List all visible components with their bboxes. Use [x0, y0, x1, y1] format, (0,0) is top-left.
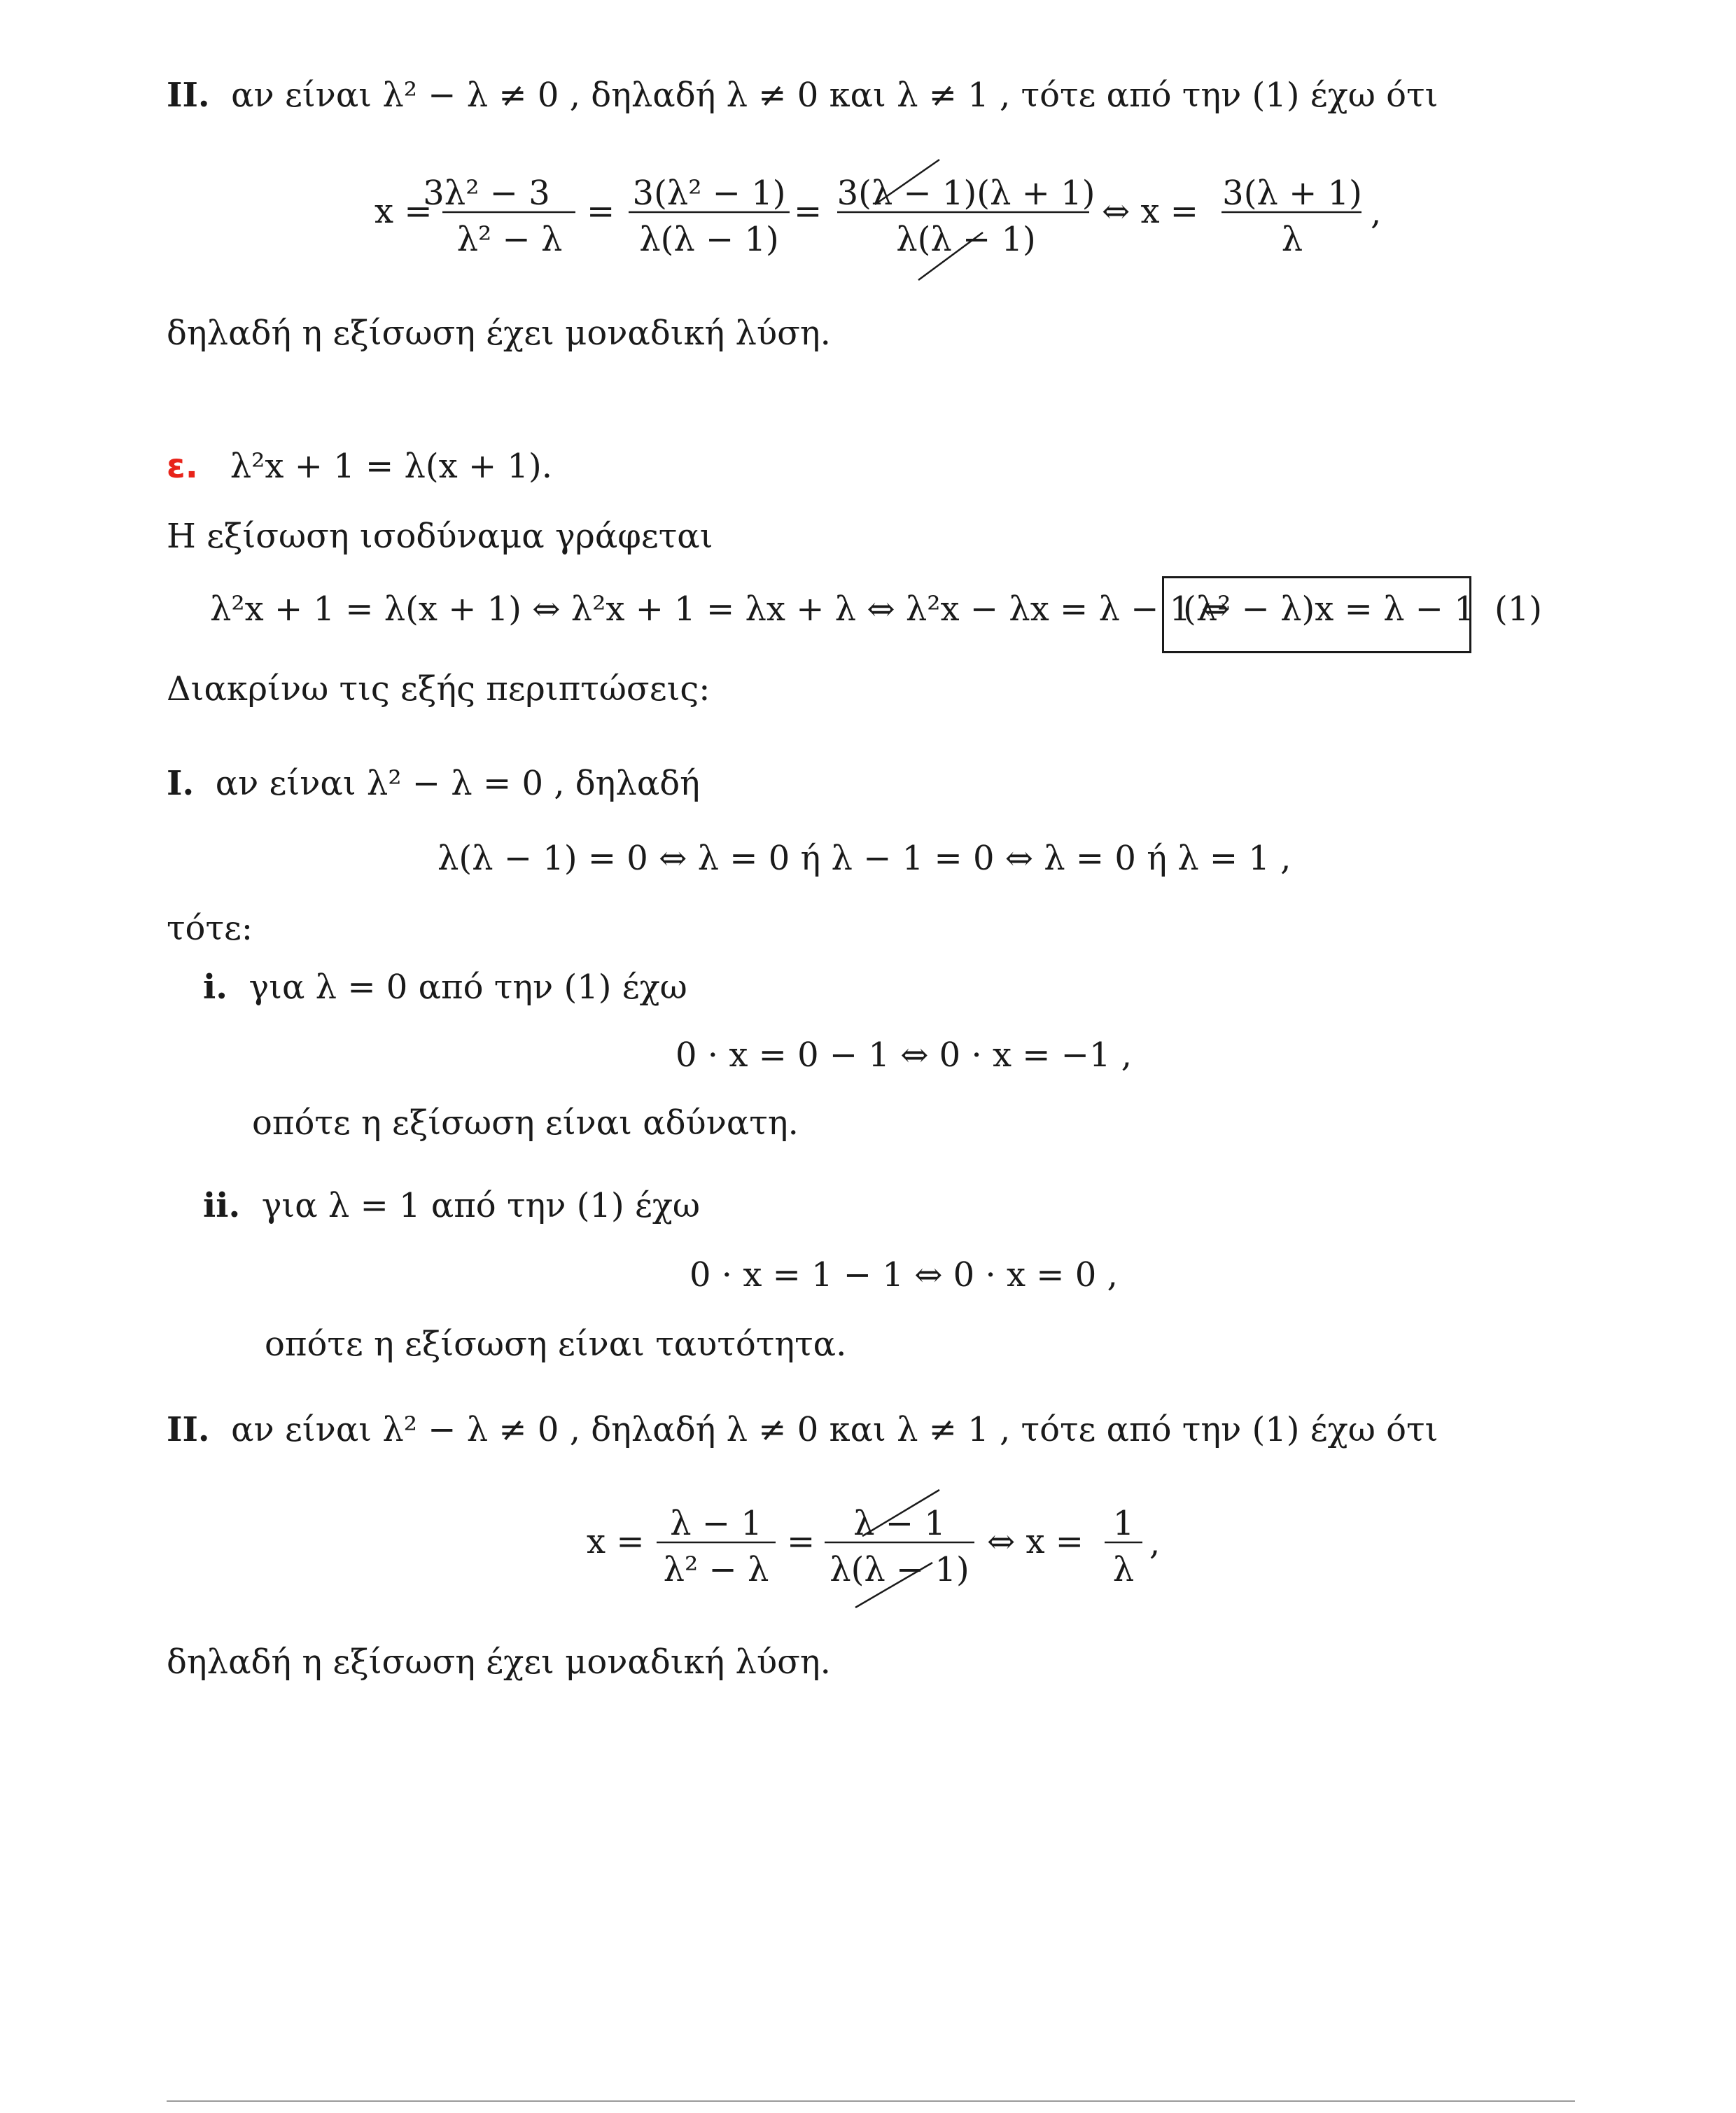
conclusion-text: δηλαδή η εξίσωση έχει μοναδική λύση. — [167, 314, 831, 353]
fraction-numerator: 3(λ + 1) — [1222, 174, 1362, 213]
exercise-epsilon-header — [167, 447, 552, 486]
case-label: II. — [167, 76, 210, 115]
subcase-label: ii. — [203, 1186, 241, 1225]
fraction-numerator: λ − 1 — [670, 1504, 762, 1543]
subcase-label: i. — [203, 968, 227, 1007]
case-condition-text: αν είναι λ² − λ ≠ 0 , δηλαδή λ ≠ 0 και λ ≠ 1 , τότε από την (1) έχω ότι — [231, 76, 1438, 115]
case-i-equation: λ(λ − 1) = 0 ⇔ λ = 0 ή λ − 1 = 0 ⇔ λ = 0 ή λ = 1 , — [438, 839, 1292, 878]
cases-intro: Διακρίνω τις εξής περιπτώσεις: — [167, 669, 710, 709]
result-lhs: ⇔ x = — [987, 1522, 1084, 1561]
subcase-text: για λ = 1 από την (1) έχω — [261, 1186, 701, 1225]
footer-rule — [167, 2100, 1575, 2102]
fraction-numerator: 1 — [1112, 1504, 1135, 1543]
equals-sign: = — [787, 1522, 816, 1561]
fraction-chain-2 — [0, 1470, 1736, 1624]
equals-sign: = — [587, 192, 615, 231]
subcase-ii-line — [203, 1186, 701, 1225]
fraction-numerator: 3λ² − 3 — [423, 174, 550, 213]
exercise-equation: λ²x + 1 = λ(x + 1). — [230, 447, 552, 486]
tote-text: τότε: — [167, 909, 253, 948]
fraction-denominator: λ(λ − 1) — [830, 1550, 969, 1589]
equation-number: (1) — [1494, 590, 1542, 629]
case-condition-text: αν είναι λ² − λ = 0 , δηλαδή — [215, 764, 700, 803]
case-ii-line — [167, 1410, 1438, 1449]
fraction-denominator: λ(λ − 1) — [896, 220, 1036, 259]
fraction-chain-1 — [0, 140, 1736, 294]
case-ii-line — [167, 76, 1438, 115]
fraction-denominator: λ — [1281, 220, 1303, 259]
fraction-denominator: λ — [1112, 1550, 1135, 1589]
fraction-numerator: λ − 1 — [853, 1504, 946, 1543]
equals-sign: = — [794, 192, 822, 231]
result-lhs: ⇔ x = — [1102, 192, 1199, 231]
case-condition-text: αν είναι λ² − λ ≠ 0 , δηλαδή λ ≠ 0 και λ ≠ 1 , τότε από την (1) έχω ότι — [231, 1410, 1438, 1449]
case-i-line — [167, 764, 700, 803]
subcase-i-line — [203, 968, 687, 1007]
conclusion-text: δηλαδή η εξίσωση έχει μοναδική λύση. — [167, 1643, 831, 1682]
case-label: II. — [167, 1410, 210, 1449]
intro-text: Η εξίσωση ισοδύναμα γράφεται — [167, 517, 713, 556]
eq-lhs: x = — [374, 192, 433, 231]
subcase-text: για λ = 0 από την (1) έχω — [248, 968, 687, 1007]
subcase-ii-result: οπότε η εξίσωση είναι ταυτότητα. — [265, 1325, 847, 1364]
fraction-numerator: 3(λ² − 1) — [632, 174, 786, 213]
case-label: I. — [167, 764, 195, 803]
comma: , — [1149, 1523, 1161, 1563]
boxed-equation-text: (λ² − λ)x = λ − 1 — [1183, 590, 1476, 629]
fraction-denominator: λ² − λ — [663, 1550, 769, 1589]
comma: , — [1371, 193, 1382, 232]
exercise-label: ε. — [167, 447, 198, 486]
subcase-i-result: οπότε η εξίσωση είναι αδύνατη. — [252, 1103, 799, 1143]
fraction-numerator: 3(λ − 1)(λ + 1) — [836, 174, 1096, 213]
equivalence-chain: λ²x + 1 = λ(x + 1) ⇔ λ²x + 1 = λx + λ ⇔ λ²x − λx = λ − 1 ⇔ — [210, 590, 1230, 629]
subcase-ii-equation: 0 · x = 1 − 1 ⇔ 0 · x = 0 , — [690, 1255, 1118, 1295]
fraction-denominator: λ(λ − 1) — [639, 220, 779, 259]
subcase-i-equation: 0 · x = 0 − 1 ⇔ 0 · x = −1 , — [676, 1035, 1133, 1075]
eq-lhs: x = — [587, 1522, 645, 1561]
fraction-denominator: λ² − λ — [456, 220, 563, 259]
